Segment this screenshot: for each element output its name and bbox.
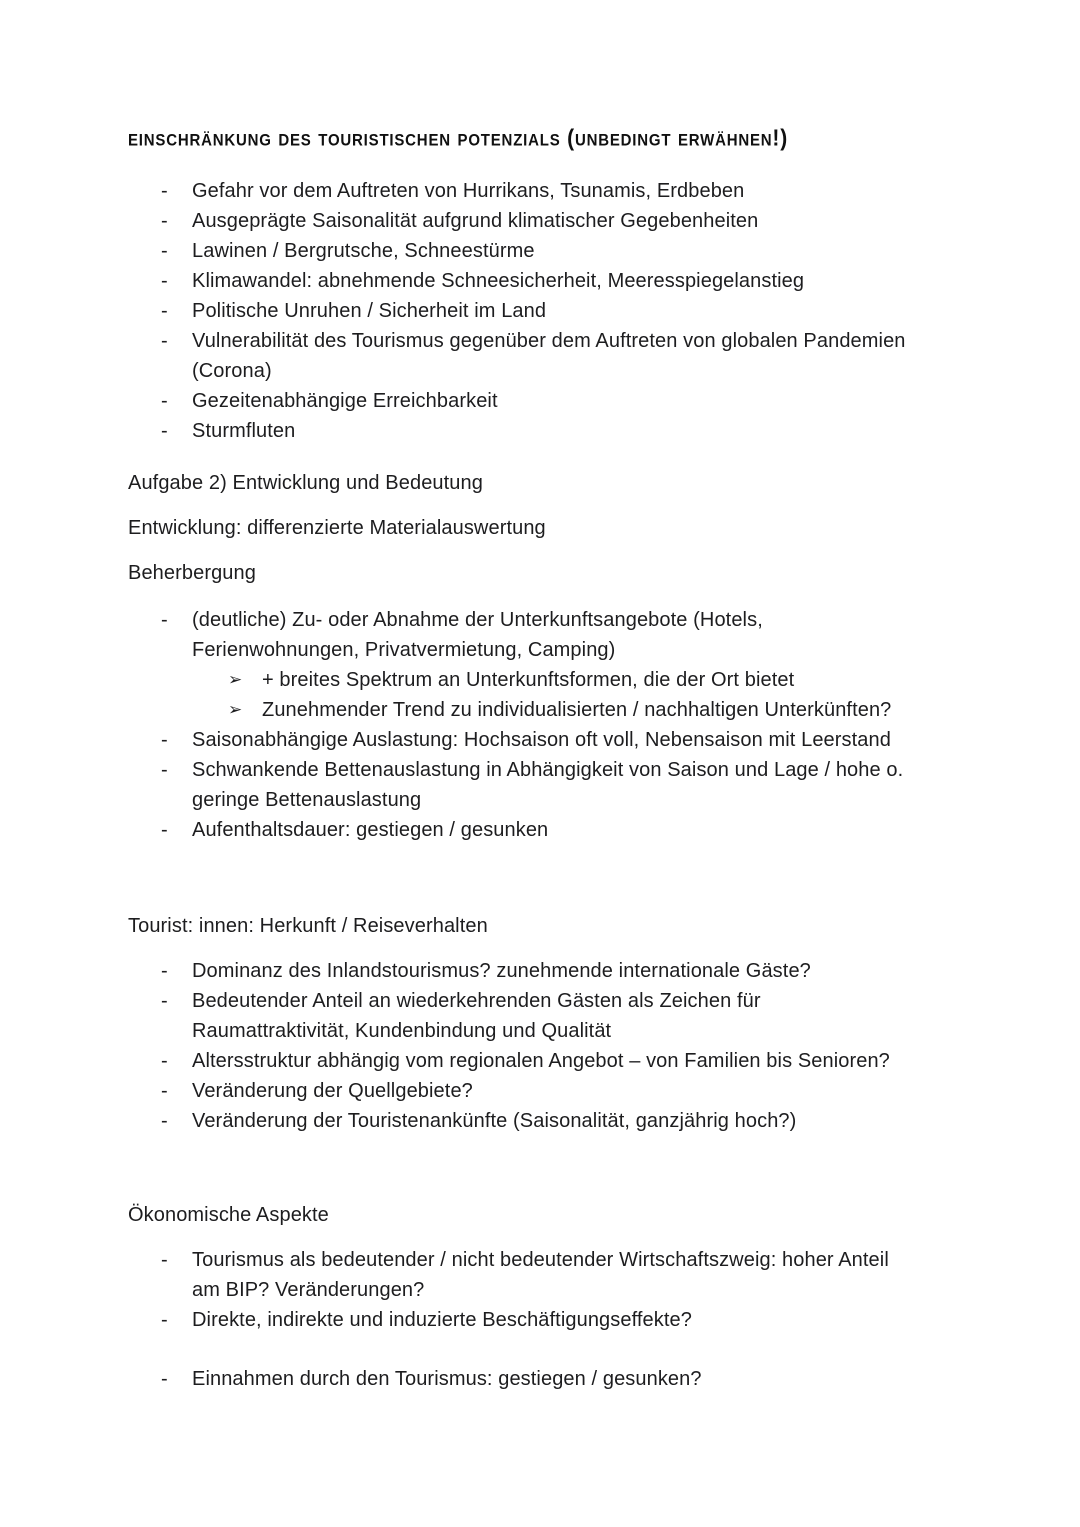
arrow-bullet-icon: ➢ xyxy=(228,670,243,690)
dash-bullet: - xyxy=(161,270,168,292)
list-item-text: Veränderung der Quellgebiete? xyxy=(192,1080,473,1102)
dash-bullet: - xyxy=(161,180,168,202)
economy-heading: Ökonomische Aspekte xyxy=(128,1204,329,1226)
dash-bullet: - xyxy=(161,210,168,232)
list-item xyxy=(128,236,1008,266)
list-item xyxy=(128,176,1008,206)
list-item-text: Dominanz des Inlandstourismus? zunehmende internationale Gäste? xyxy=(192,960,811,982)
list-item-text: Schwankende Bettenauslastung in Abhängigkeit von Saison und Lage / hohe o. xyxy=(192,759,904,781)
list-item-text: am BIP? Veränderungen? xyxy=(192,1279,425,1301)
list-item xyxy=(128,1305,1008,1335)
dash-bullet: - xyxy=(161,330,168,352)
dash-bullet: - xyxy=(161,960,168,982)
list-item-text: Saisonabhängige Auslastung: Hochsaison oft voll, Nebensaison mit Leerstand xyxy=(192,729,891,751)
list-item-text: Gefahr vor dem Auftreten von Hurrikans, Tsunamis, Erdbeben xyxy=(192,180,745,202)
list-item xyxy=(128,986,1008,1046)
dash-bullet: - xyxy=(161,759,168,781)
dash-bullet: - xyxy=(161,990,168,1012)
dash-bullet: - xyxy=(161,1110,168,1132)
list-item-text: Raumattraktivität, Kundenbindung und Qualität xyxy=(192,1020,612,1042)
dash-bullet: - xyxy=(161,1050,168,1072)
list-item xyxy=(128,755,1008,815)
list-item-text: Lawinen / Bergrutsche, Schneestürme xyxy=(192,240,535,262)
list-item xyxy=(128,1245,1008,1305)
list-item-text: Vulnerabilität des Tourismus gegenüber dem Auftreten von globalen Pandemien xyxy=(192,330,906,352)
dash-bullet: - xyxy=(161,609,168,631)
tourists-heading: Tourist: innen: Herkunft / Reiseverhalten xyxy=(128,915,488,937)
sub-list-item-text: + breites Spektrum an Unterkunftsformen, die der Ort bietet xyxy=(262,669,795,691)
development-note: Entwicklung: differenzierte Materialauswertung xyxy=(128,517,546,539)
list-item-text: Klimawandel: abnehmende Schneesicherheit, Meeresspiegelanstieg xyxy=(192,270,805,292)
dash-bullet: - xyxy=(161,240,168,262)
accommodation-sub-list xyxy=(192,665,1008,725)
arrow-bullet-icon: ➢ xyxy=(228,700,243,720)
dash-bullet: - xyxy=(161,300,168,322)
sub-list-item xyxy=(192,695,1008,725)
sub-list-item xyxy=(192,665,1008,695)
list-item-text: Direkte, indirekte und induzierte Beschäftigungseffekte? xyxy=(192,1309,692,1331)
list-item-text: Einnahmen durch den Tourismus: gestiegen / gesunken? xyxy=(192,1368,702,1390)
list-item xyxy=(128,416,1008,446)
economy-list xyxy=(128,1245,1008,1394)
list-item-text: (Corona) xyxy=(192,360,272,382)
list-item-text: (deutliche) Zu- oder Abnahme der Unterkunftsangebote (Hotels, xyxy=(192,609,763,631)
list-item xyxy=(128,266,1008,296)
tourists-list xyxy=(128,956,1008,1136)
list-item-text: Gezeitenabhängige Erreichbarkeit xyxy=(192,390,498,412)
list-item xyxy=(128,605,1008,725)
list-item-text: Politische Unruhen / Sicherheit im Land xyxy=(192,300,547,322)
accommodation-heading: Beherbergung xyxy=(128,562,256,584)
list-item-text: Tourismus als bedeutender / nicht bedeutender Wirtschaftszweig: hoher Anteil xyxy=(192,1249,889,1271)
list-item-text: Ferienwohnungen, Privatvermietung, Camping) xyxy=(192,639,616,661)
dash-bullet: - xyxy=(161,729,168,751)
list-item-text: Veränderung der Touristenankünfte (Saisonalität, ganzjährig hoch?) xyxy=(192,1110,797,1132)
dash-bullet: - xyxy=(161,1309,168,1331)
list-item xyxy=(128,296,1008,326)
list-item-text: Aufenthaltsdauer: gestiegen / gesunken xyxy=(192,819,549,841)
list-item xyxy=(128,725,1008,755)
dash-bullet: - xyxy=(161,819,168,841)
list-item-text: Bedeutender Anteil an wiederkehrenden Gästen als Zeichen für xyxy=(192,990,761,1012)
list-item xyxy=(128,1364,1008,1394)
list-item xyxy=(128,1046,1008,1076)
list-item xyxy=(128,1076,1008,1106)
list-item xyxy=(128,206,1008,236)
dash-bullet: - xyxy=(161,420,168,442)
list-item xyxy=(128,956,1008,986)
list-item xyxy=(128,1106,1008,1136)
dash-bullet: - xyxy=(161,1080,168,1102)
list-item xyxy=(128,326,1008,386)
section-heading-restrictions: einschränkung des touristischen potenzials (unbedingt erwähnen!) xyxy=(128,125,788,152)
task-heading: Aufgabe 2) Entwicklung und Bedeutung xyxy=(128,472,483,494)
accommodation-list xyxy=(128,605,1008,845)
dash-bullet: - xyxy=(161,1249,168,1271)
list-item xyxy=(128,386,1008,416)
risk-list xyxy=(128,176,1008,446)
dash-bullet: - xyxy=(161,390,168,412)
list-item-text: Sturmfluten xyxy=(192,420,296,442)
list-item xyxy=(128,815,1008,845)
list-item-text: Ausgeprägte Saisonalität aufgrund klimatischer Gegebenheiten xyxy=(192,210,759,232)
dash-bullet: - xyxy=(161,1368,168,1390)
list-item-text: Altersstruktur abhängig vom regionalen Angebot – von Familien bis Senioren? xyxy=(192,1050,890,1072)
sub-list-item-text: Zunehmender Trend zu individualisierten / nachhaltigen Unterkünften? xyxy=(262,699,892,721)
list-item-text: geringe Bettenauslastung xyxy=(192,789,422,811)
